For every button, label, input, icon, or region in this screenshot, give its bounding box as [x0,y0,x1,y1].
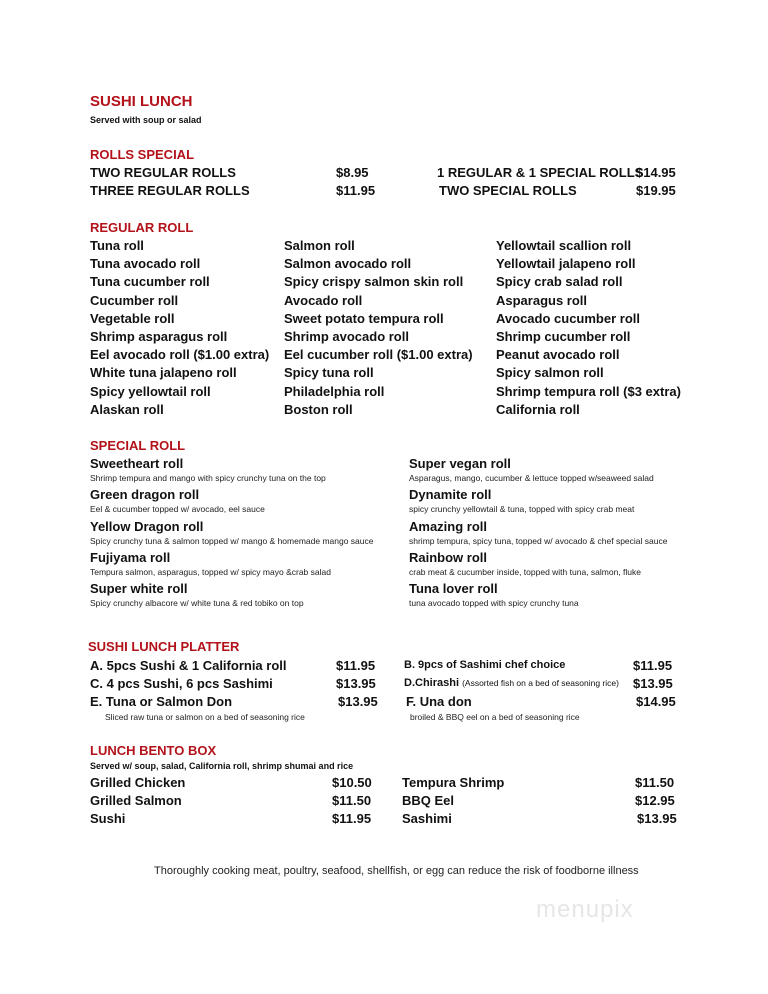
platter-item-c: C. 4 pcs Sushi, 6 pcs Sashimi [90,676,273,691]
platter-item-f-desc: broiled & BBQ eel on a bed of seasoning rice [410,712,580,722]
menu-item-name: TWO SPECIAL ROLLS [439,183,577,198]
platter-item-e-desc: Sliced raw tuna or salmon on a bed of seasoning rice [105,712,305,722]
regular-roll-item: Salmon avocado roll [284,256,412,272]
bento-item-price: $13.95 [637,811,677,826]
regular-roll-item: White tuna jalapeno roll [90,365,237,381]
regular-roll-item: Spicy yellowtail roll [90,383,211,399]
regular-roll-item: Spicy tuna roll [284,365,374,381]
regular-roll-item: Boston roll [284,401,353,417]
regular-roll-item: Eel cucumber roll ($1.00 extra) [284,347,473,363]
special-roll-description: Spicy crunchy tuna & salmon topped w/ mango & homemade mango sauce [90,535,374,546]
platter-item-d-price: $13.95 [633,676,673,691]
regular-roll-item: Vegetable roll [90,310,175,326]
bento-item-price: $12.95 [635,793,675,808]
bento-item-name: Grilled Salmon [90,793,182,808]
special-roll-name: Yellow Dragon roll [90,518,204,534]
special-roll-name: Tuna lover roll [409,581,498,597]
platter-item-e: E. Tuna or Salmon Don [90,694,233,709]
regular-roll-item: Spicy crab salad roll [496,274,623,290]
special-roll-description: spicy crunchy yellowtail & tuna, topped with spicy crab meat [409,504,635,515]
bento-heading: LUNCH BENTO BOX [90,743,217,758]
platter-item-b: B. 9pcs of Sashimi chef choice [404,659,566,671]
food-safety-disclaimer: Thoroughly cooking meat, poultry, seafood, shellfish, or egg can reduce the risk of foodborne illness [154,865,639,877]
regular-roll-item: Salmon roll [284,238,355,253]
special-roll-description: Spicy crunchy albacore w/ white tuna & red tobiko on top [90,598,304,609]
special-roll-description: Shrimp tempura and mango with spicy crunchy tuna on the top [90,473,326,483]
page-title: SUSHI LUNCH [90,93,193,110]
menu-item-price: $11.95 [336,183,376,198]
bento-item-name: BBQ Eel [402,793,455,808]
special-roll-description: Asparagus, mango, cucumber & lettuce topped w/seaweed salad [409,473,654,483]
regular-roll-item: Spicy crispy salmon skin roll [284,274,464,290]
menu-item-price: $14.95 [636,165,676,180]
special-roll-description: Eel & cucumber topped w/ avocado, eel sauce [90,504,265,515]
regular-roll-item: Avocado cucumber roll [496,310,640,326]
menu-item-price: $19.95 [636,183,676,198]
platter-item-f: F. Una don [406,694,472,709]
bento-item-name: Sushi [90,811,126,826]
bento-note: Served w/ soup, salad, California roll, shrimp shumai and rice [90,761,354,771]
regular-roll-item: Eel avocado roll ($1.00 extra) [90,347,270,363]
regular-roll-item: California roll [496,401,580,417]
special-roll-name: Sweetheart roll [90,456,184,471]
regular-roll-item: Avocado roll [284,292,363,308]
special-roll-name: Amazing roll [409,518,488,534]
platter-heading: SUSHI LUNCH PLATTER [88,639,240,654]
regular-roll-item: Philadelphia roll [284,383,385,399]
regular-roll-item: Tuna cucumber roll [90,274,210,290]
regular-roll-item: Spicy salmon roll [496,365,604,381]
page-subtitle: Served with soup or salad [90,115,202,125]
menu-item-name: TWO REGULAR ROLLS [90,165,236,180]
platter-item-f-price: $14.95 [636,694,676,709]
platter-item-a-price: $11.95 [336,658,376,673]
special-roll-name: Rainbow roll [409,549,487,565]
regular-roll-item: Asparagus roll [496,292,588,308]
regular-roll-item: Tuna avocado roll [90,256,201,272]
regular-roll-item: Yellowtail scallion roll [496,238,632,253]
platter-item-e-price: $13.95 [338,694,378,709]
special-roll-heading: SPECIAL ROLL [90,438,186,453]
regular-roll-item: Shrimp avocado roll [284,329,409,344]
bento-item-name: Grilled Chicken [90,775,186,790]
special-roll-description: Tempura salmon, asparagus, topped w/ spicy mayo &crab salad [90,566,331,577]
bento-item-price: $11.50 [635,775,675,790]
special-roll-name: Super vegan roll [409,456,511,471]
special-roll-name: Fujiyama roll [90,549,171,565]
regular-roll-item: Yellowtail jalapeno roll [496,256,636,272]
menupix-watermark: menupix [536,896,634,923]
bento-item-price: $11.50 [332,793,372,808]
special-roll-name: Super white roll [90,581,188,597]
bento-item-name: Sashimi [402,811,452,826]
platter-item-d-note: (Assorted fish on a bed of seasoning rice) [462,678,619,688]
special-roll-description: shrimp tempura, spicy tuna, topped w/ avocado & chef special sauce [409,535,668,546]
rolls-special-heading: ROLLS SPECIAL [90,147,195,162]
regular-roll-item: Shrimp asparagus roll [90,329,228,344]
special-roll-description: crab meat & cucumber inside, topped with tuna, salmon, fluke [409,566,641,577]
special-roll-name: Green dragon roll [90,487,200,503]
bento-item-price: $10.50 [332,775,372,790]
regular-roll-item: Shrimp tempura roll ($3 extra) [496,383,681,399]
regular-roll-item: Alaskan roll [90,401,164,417]
regular-roll-item: Peanut avocado roll [496,347,620,363]
regular-roll-item: Sweet potato tempura roll [284,310,444,326]
platter-item-d-name: D.Chirashi [404,677,460,689]
bento-item-price: $11.95 [332,811,372,826]
regular-roll-item: Cucumber roll [90,292,179,308]
regular-roll-item: Tuna roll [90,238,144,253]
platter-item-c-price: $13.95 [336,676,376,691]
menu-item-name: THREE REGULAR ROLLS [90,183,250,198]
platter-item-a: A. 5pcs Sushi & 1 California roll [90,658,287,673]
menu-item-name: 1 REGULAR & 1 SPECIAL ROLLS [437,165,644,180]
regular-roll-item: Shrimp cucumber roll [496,329,631,344]
platter-item-b-price: $11.95 [633,658,673,673]
bento-item-name: Tempura Shrimp [402,775,505,790]
special-roll-name: Dynamite roll [409,487,492,503]
menu-item-price: $8.95 [336,165,369,180]
regular-roll-heading: REGULAR ROLL [90,220,194,235]
special-roll-description: tuna avocado topped with spicy crunchy tuna [409,598,579,609]
platter-item-d [404,677,619,689]
